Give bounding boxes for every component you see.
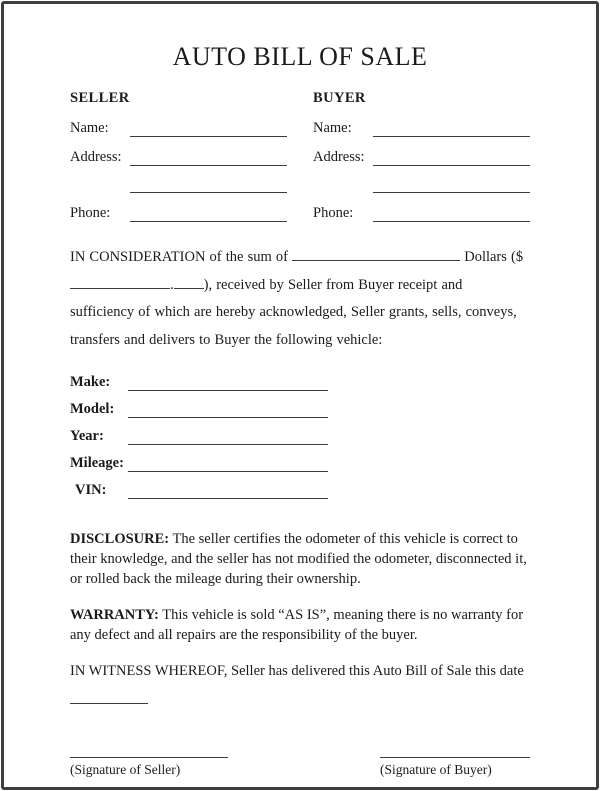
buyer-section xyxy=(313,90,530,222)
buyer-heading: BUYER xyxy=(313,90,366,106)
vehicle-fields-section xyxy=(70,374,530,499)
amount-words-blank[interactable] xyxy=(292,248,460,261)
buyer-phone-label: Phone: xyxy=(313,205,354,221)
witness-paragraph: IN WITNESS WHEREOF, Seller has delivered this Auto Bill of Sale this date xyxy=(70,663,524,680)
seller-address-label: Address: xyxy=(70,149,122,165)
buyer-phone-row xyxy=(313,205,530,222)
warranty-paragraph xyxy=(70,605,530,645)
consideration-paragraph xyxy=(70,244,530,354)
seller-signature-line[interactable] xyxy=(70,743,228,758)
year-label: Year: xyxy=(70,428,104,445)
seller-signature-block xyxy=(70,743,228,778)
year-row xyxy=(70,428,530,445)
model-blank[interactable] xyxy=(128,403,328,418)
buyer-address-blank-1[interactable] xyxy=(373,151,530,166)
seller-signature-caption: (Signature of Seller) xyxy=(70,762,181,778)
year-blank[interactable] xyxy=(128,430,328,445)
make-row xyxy=(70,374,530,391)
buyer-address-row xyxy=(313,149,530,166)
signatures-section xyxy=(70,743,530,778)
form-title: AUTO BILL OF SALE xyxy=(172,42,428,71)
buyer-signature-caption: (Signature of Buyer) xyxy=(380,762,492,778)
seller-name-label: Name: xyxy=(70,120,109,136)
buyer-signature-block xyxy=(380,743,530,778)
amount-dollars-blank[interactable] xyxy=(70,276,170,289)
make-blank[interactable] xyxy=(128,376,328,391)
vin-blank[interactable] xyxy=(128,484,328,499)
seller-name-blank[interactable] xyxy=(130,122,287,137)
seller-address-row xyxy=(70,149,287,166)
seller-section xyxy=(70,90,287,222)
seller-address-blank-2[interactable] xyxy=(130,178,287,193)
buyer-phone-blank[interactable] xyxy=(373,207,530,222)
seller-address-row-2 xyxy=(70,178,287,193)
make-label: Make: xyxy=(70,374,111,391)
seller-phone-label: Phone: xyxy=(70,205,111,221)
buyer-name-row xyxy=(313,120,530,137)
model-label: Model: xyxy=(70,401,115,418)
amount-cents-blank[interactable] xyxy=(174,276,204,289)
buyer-name-blank[interactable] xyxy=(373,122,530,137)
consideration-text-3: ), received by Seller from Buyer receipt and sufficiency of which are hereby acknowledged, Seller grants, sells, conveys, transfers and delivers to Buyer the following vehicle: xyxy=(70,276,517,348)
buyer-name-label: Name: xyxy=(313,120,352,136)
seller-heading: SELLER xyxy=(70,90,130,106)
mileage-blank[interactable] xyxy=(128,457,328,472)
buyer-address-row-2 xyxy=(313,178,530,193)
seller-phone-blank[interactable] xyxy=(130,207,287,222)
warranty-label: WARRANTY: xyxy=(70,607,159,624)
consideration-text-2: Dollars ($ xyxy=(460,249,524,265)
buyer-signature-line[interactable] xyxy=(380,743,530,758)
consideration-decimal-point: . xyxy=(170,276,174,293)
vin-label: VIN: xyxy=(75,482,107,499)
vin-row xyxy=(70,482,530,499)
model-row xyxy=(70,401,530,418)
mileage-row xyxy=(70,455,530,472)
seller-phone-row xyxy=(70,205,287,222)
disclosure-paragraph xyxy=(70,529,530,589)
consideration-text-1: IN CONSIDERATION of the sum of xyxy=(70,249,293,265)
disclosure-label: DISCLOSURE: xyxy=(70,531,170,548)
buyer-address-blank-2[interactable] xyxy=(373,178,530,193)
disclosure-text: The seller certifies the odometer of this vehicle is correct to their knowledge, and the seller has not modified the odometer, disconnected it, or rolled back the mileage during their ownership. xyxy=(70,531,527,588)
parties-section xyxy=(70,90,530,222)
seller-address-blank-1[interactable] xyxy=(130,151,287,166)
mileage-label: Mileage: xyxy=(70,455,124,472)
date-blank[interactable] xyxy=(70,689,148,704)
seller-name-row xyxy=(70,120,287,137)
document-page xyxy=(1,1,599,790)
warranty-text: This vehicle is sold “AS IS”, meaning there is no warranty for any defect and all repairs are the responsibility of the buyer. xyxy=(70,607,524,644)
buyer-address-label: Address: xyxy=(313,149,365,165)
